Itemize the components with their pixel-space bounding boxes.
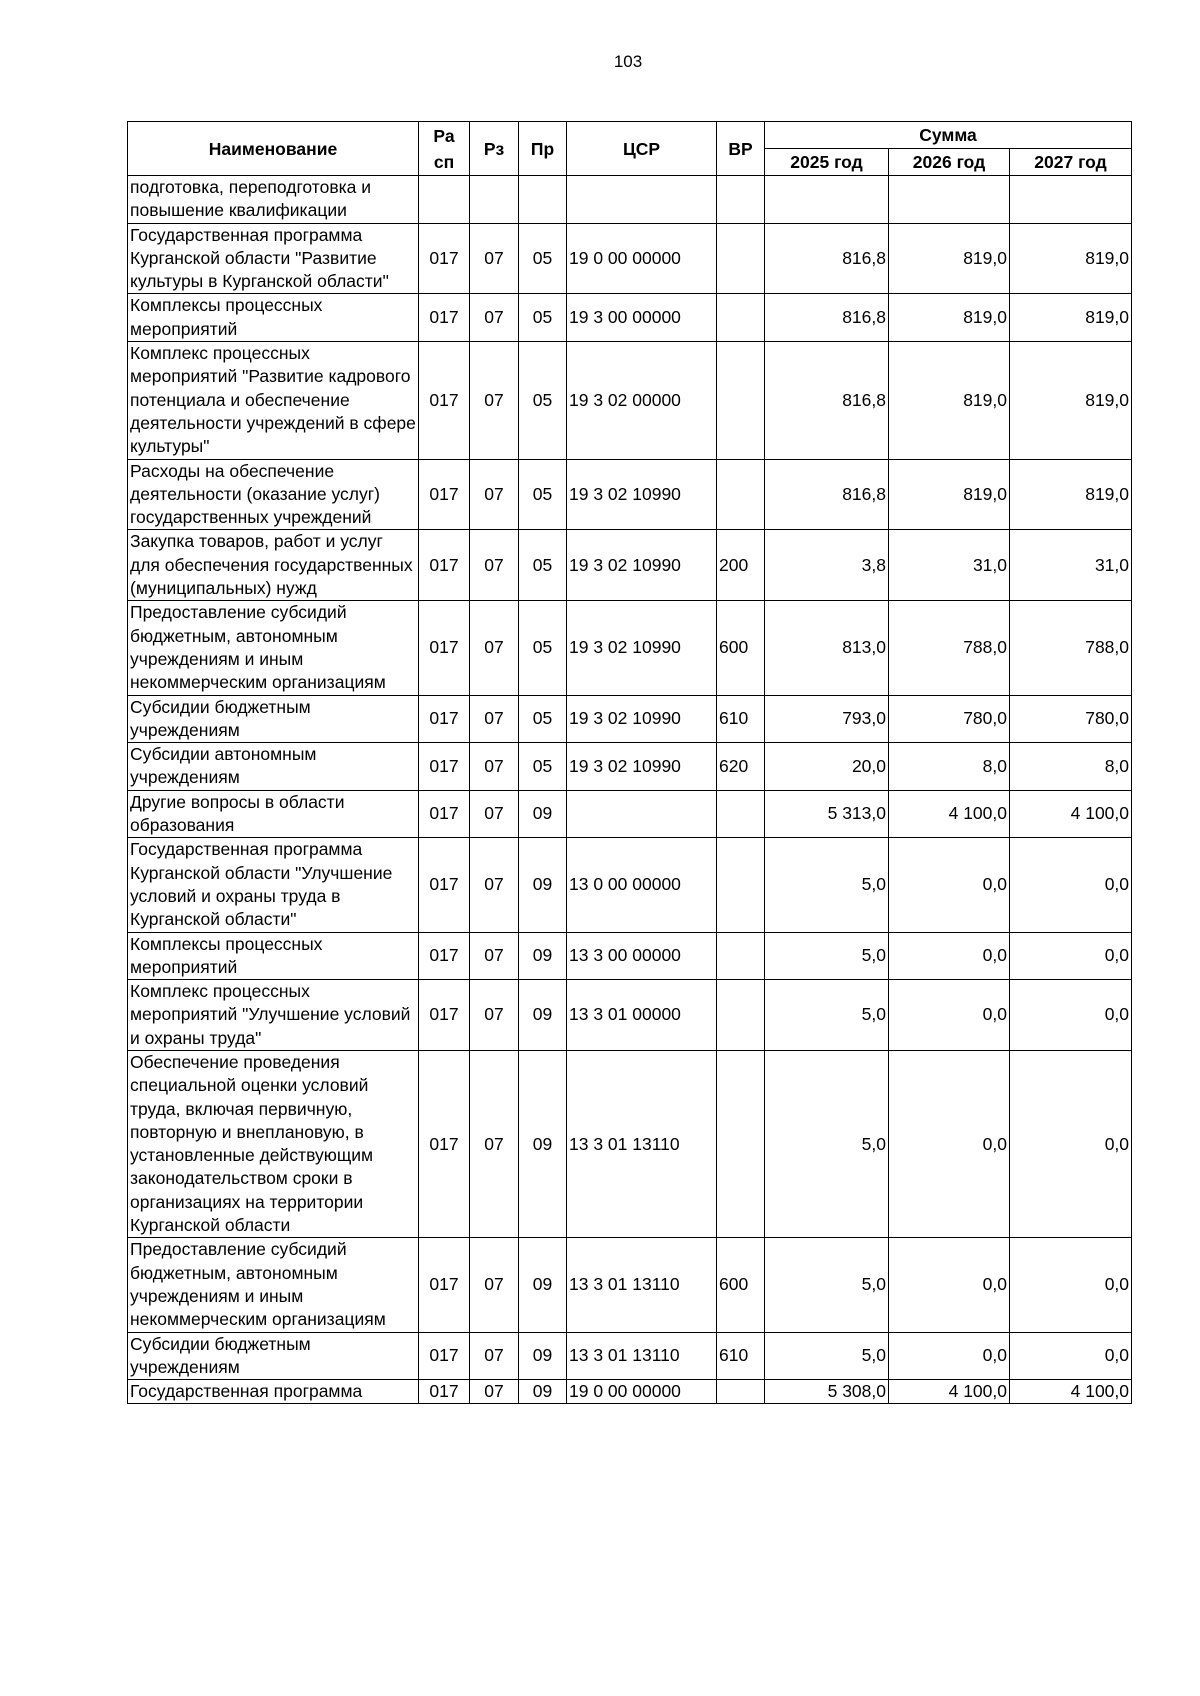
cell-rasp: 017: [419, 695, 470, 743]
table-row: [128, 459, 1132, 530]
table-row: [128, 743, 1132, 791]
cell-2026: 0,0: [889, 1238, 1010, 1332]
cell-2025: 5 308,0: [765, 1380, 889, 1404]
cell-vr: [717, 176, 765, 224]
cell-rasp: 017: [419, 342, 470, 459]
table-row: [128, 695, 1132, 743]
cell-name: Государственная программа: [128, 1380, 419, 1404]
cell-rz: 07: [470, 790, 519, 838]
cell-vr: [717, 342, 765, 459]
page-number: 103: [613, 52, 643, 71]
cell-vr: [717, 1380, 765, 1404]
cell-2027: 0,0: [1010, 1332, 1132, 1380]
cell-name: Закупка товаров, работ и услуг для обеспечения государственных (муниципальных) нужд: [128, 530, 419, 601]
cell-name: подготовка, переподготовка и повышение квалификации: [128, 176, 419, 224]
cell-2026: 0,0: [889, 932, 1010, 980]
cell-pr: 05: [519, 459, 567, 530]
header-sum: Сумма: [765, 122, 1132, 149]
cell-2026: 0,0: [889, 838, 1010, 932]
cell-rasp: 017: [419, 980, 470, 1051]
cell-2026: 788,0: [889, 601, 1010, 695]
cell-2025: 816,8: [765, 223, 889, 294]
cell-name: Комплексы процессных мероприятий: [128, 932, 419, 980]
cell-pr: 05: [519, 601, 567, 695]
header-rasp-line2: сп: [433, 151, 455, 172]
cell-csr: 19 0 00 00000: [567, 223, 717, 294]
cell-pr: 05: [519, 294, 567, 342]
cell-name: Субсидии бюджетным учреждениям: [128, 1332, 419, 1380]
cell-2025: 5,0: [765, 1050, 889, 1237]
cell-vr: [717, 980, 765, 1051]
cell-2026: 0,0: [889, 980, 1010, 1051]
cell-csr: 13 3 01 13110: [567, 1238, 717, 1332]
cell-2026: [889, 176, 1010, 224]
cell-vr: [717, 1050, 765, 1237]
cell-rasp: 017: [419, 1238, 470, 1332]
header-2025: 2025 год: [765, 149, 889, 176]
cell-2027: 0,0: [1010, 980, 1132, 1051]
cell-pr: 09: [519, 790, 567, 838]
cell-rasp: [419, 176, 470, 224]
cell-2027: 819,0: [1010, 342, 1132, 459]
cell-2025: 816,8: [765, 294, 889, 342]
cell-rasp: 017: [419, 932, 470, 980]
table-row: [128, 1050, 1132, 1237]
cell-pr: [519, 176, 567, 224]
cell-csr: 19 3 02 00000: [567, 342, 717, 459]
cell-2027: 0,0: [1010, 1238, 1132, 1332]
cell-rz: 07: [470, 342, 519, 459]
cell-rz: 07: [470, 601, 519, 695]
table-row: [128, 932, 1132, 980]
cell-2027: 0,0: [1010, 838, 1132, 932]
cell-rz: 07: [470, 223, 519, 294]
cell-vr: 610: [717, 695, 765, 743]
table-row: [128, 530, 1132, 601]
table-row: [128, 790, 1132, 838]
cell-csr: [567, 790, 717, 838]
cell-name: Комплекс процессных мероприятий "Улучшение условий и охраны труда": [128, 980, 419, 1051]
table-header: [128, 122, 1132, 176]
cell-2026: 0,0: [889, 1050, 1010, 1237]
cell-2027: 819,0: [1010, 294, 1132, 342]
cell-2027: 788,0: [1010, 601, 1132, 695]
cell-rasp: 017: [419, 459, 470, 530]
cell-2025: [765, 176, 889, 224]
cell-rasp: 017: [419, 1332, 470, 1380]
cell-name: Обеспечение проведения специальной оценки условий труда, включая первичную, повторную и внеплановую, в установленные действующим законодательством сроки в организациях на территории Курганской области: [128, 1050, 419, 1237]
cell-csr: 19 3 02 10990: [567, 743, 717, 791]
cell-name: Субсидии бюджетным учреждениям: [128, 695, 419, 743]
cell-2025: 5,0: [765, 838, 889, 932]
cell-2025: 793,0: [765, 695, 889, 743]
table-row: [128, 1332, 1132, 1380]
cell-2027: 4 100,0: [1010, 790, 1132, 838]
cell-vr: [717, 459, 765, 530]
cell-2026: 819,0: [889, 294, 1010, 342]
cell-csr: 19 3 02 10990: [567, 530, 717, 601]
table-row: [128, 980, 1132, 1051]
cell-rasp: 017: [419, 530, 470, 601]
cell-rz: 07: [470, 1332, 519, 1380]
header-vr: ВР: [717, 122, 765, 176]
cell-csr: 13 3 01 00000: [567, 980, 717, 1051]
cell-rz: 07: [470, 932, 519, 980]
cell-2027: 0,0: [1010, 932, 1132, 980]
header-name: Наименование: [128, 122, 419, 176]
header-rasp: [419, 122, 470, 176]
cell-name: Государственная программа Курганской области "Развитие культуры в Курганской области": [128, 223, 419, 294]
cell-2025: 20,0: [765, 743, 889, 791]
cell-rasp: 017: [419, 838, 470, 932]
cell-name: Расходы на обеспечение деятельности (оказание услуг) государственных учреждений: [128, 459, 419, 530]
cell-2027: 0,0: [1010, 1050, 1132, 1237]
cell-rasp: 017: [419, 223, 470, 294]
cell-vr: 600: [717, 601, 765, 695]
cell-rz: 07: [470, 1050, 519, 1237]
cell-2025: 5,0: [765, 1332, 889, 1380]
cell-pr: 09: [519, 1380, 567, 1404]
cell-vr: [717, 838, 765, 932]
cell-pr: 05: [519, 530, 567, 601]
cell-2027: 819,0: [1010, 459, 1132, 530]
cell-2026: 4 100,0: [889, 1380, 1010, 1404]
cell-rz: 07: [470, 743, 519, 791]
budget-table: [127, 121, 1132, 1404]
cell-2026: 4 100,0: [889, 790, 1010, 838]
table-row: [128, 223, 1132, 294]
cell-name: Комплекс процессных мероприятий "Развитие кадрового потенциала и обеспечение деятельности учреждений в сфере культуры": [128, 342, 419, 459]
cell-name: Предоставление субсидий бюджетным, автономным учреждениям и иным некоммерческим организациям: [128, 1238, 419, 1332]
table-row: [128, 1238, 1132, 1332]
cell-vr: 600: [717, 1238, 765, 1332]
cell-pr: 09: [519, 932, 567, 980]
cell-csr: 19 0 00 00000: [567, 1380, 717, 1404]
cell-2025: 813,0: [765, 601, 889, 695]
cell-pr: 09: [519, 980, 567, 1051]
cell-name: Другие вопросы в области образования: [128, 790, 419, 838]
cell-2025: 816,8: [765, 459, 889, 530]
header-2027: 2027 год: [1010, 149, 1132, 176]
cell-pr: 09: [519, 1332, 567, 1380]
cell-vr: 620: [717, 743, 765, 791]
cell-2026: 780,0: [889, 695, 1010, 743]
cell-rz: 07: [470, 530, 519, 601]
cell-rasp: 017: [419, 601, 470, 695]
cell-name: Государственная программа Курганской области "Улучшение условий и охраны труда в Курганской области": [128, 838, 419, 932]
table-body: [128, 176, 1132, 1404]
table-row: [128, 294, 1132, 342]
table-row: [128, 838, 1132, 932]
cell-rz: 07: [470, 459, 519, 530]
cell-csr: 13 0 00 00000: [567, 838, 717, 932]
cell-rasp: 017: [419, 790, 470, 838]
table-row: [128, 176, 1132, 224]
cell-2027: 8,0: [1010, 743, 1132, 791]
cell-2026: 819,0: [889, 223, 1010, 294]
cell-pr: 05: [519, 342, 567, 459]
cell-pr: 09: [519, 838, 567, 932]
cell-pr: 09: [519, 1238, 567, 1332]
cell-name: Комплексы процессных мероприятий: [128, 294, 419, 342]
cell-csr: 19 3 02 10990: [567, 695, 717, 743]
header-rasp-line1: Ра: [433, 125, 455, 146]
cell-2025: 816,8: [765, 342, 889, 459]
cell-vr: [717, 790, 765, 838]
cell-rasp: 017: [419, 294, 470, 342]
table-row: [128, 1380, 1132, 1404]
cell-2025: 5,0: [765, 980, 889, 1051]
cell-csr: 13 3 00 00000: [567, 932, 717, 980]
cell-csr: 13 3 01 13110: [567, 1050, 717, 1237]
cell-2027: [1010, 176, 1132, 224]
cell-name: Предоставление субсидий бюджетным, автономным учреждениям и иным некоммерческим организациям: [128, 601, 419, 695]
cell-vr: [717, 294, 765, 342]
cell-rz: 07: [470, 1238, 519, 1332]
cell-2025: 5,0: [765, 932, 889, 980]
cell-rasp: 017: [419, 743, 470, 791]
cell-csr: 19 3 00 00000: [567, 294, 717, 342]
cell-2026: 819,0: [889, 342, 1010, 459]
header-csr: ЦСР: [567, 122, 717, 176]
cell-2025: 3,8: [765, 530, 889, 601]
cell-pr: 05: [519, 743, 567, 791]
cell-vr: [717, 223, 765, 294]
cell-2025: 5 313,0: [765, 790, 889, 838]
header-pr: Пр: [519, 122, 567, 176]
cell-rasp: 017: [419, 1380, 470, 1404]
cell-vr: 610: [717, 1332, 765, 1380]
table-row: [128, 601, 1132, 695]
cell-rz: 07: [470, 294, 519, 342]
cell-vr: 200: [717, 530, 765, 601]
cell-rasp: 017: [419, 1050, 470, 1237]
cell-pr: 05: [519, 695, 567, 743]
cell-csr: 19 3 02 10990: [567, 601, 717, 695]
cell-name: Субсидии автономным учреждениям: [128, 743, 419, 791]
cell-rz: 07: [470, 980, 519, 1051]
cell-pr: 09: [519, 1050, 567, 1237]
header-2026: 2026 год: [889, 149, 1010, 176]
cell-2027: 819,0: [1010, 223, 1132, 294]
cell-2026: 8,0: [889, 743, 1010, 791]
table-row: [128, 342, 1132, 459]
cell-rz: 07: [470, 1380, 519, 1404]
cell-csr: [567, 176, 717, 224]
cell-2026: 31,0: [889, 530, 1010, 601]
cell-rz: [470, 176, 519, 224]
cell-2027: 780,0: [1010, 695, 1132, 743]
cell-2026: 0,0: [889, 1332, 1010, 1380]
cell-pr: 05: [519, 223, 567, 294]
cell-2027: 31,0: [1010, 530, 1132, 601]
cell-2025: 5,0: [765, 1238, 889, 1332]
cell-2026: 819,0: [889, 459, 1010, 530]
cell-rz: 07: [470, 838, 519, 932]
cell-csr: 13 3 01 13110: [567, 1332, 717, 1380]
cell-vr: [717, 932, 765, 980]
header-rz: Рз: [470, 122, 519, 176]
cell-csr: 19 3 02 10990: [567, 459, 717, 530]
cell-rz: 07: [470, 695, 519, 743]
cell-2027: 4 100,0: [1010, 1380, 1132, 1404]
